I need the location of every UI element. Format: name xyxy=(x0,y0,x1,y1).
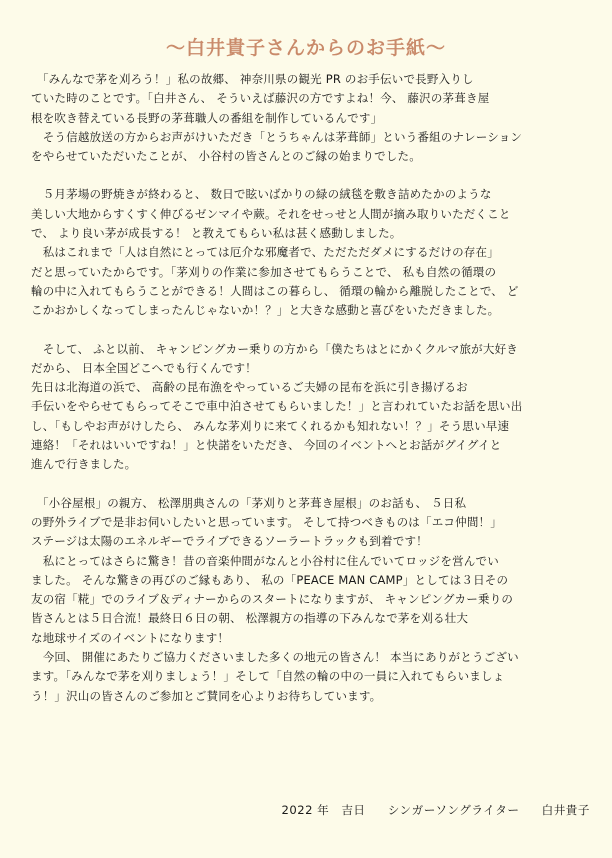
paragraph-1 xyxy=(31,70,591,166)
text-line: 「小谷屋根」の親方、 松澤朋典さんの「茅刈りと茅葺き屋根」のお話も、 ５日私 xyxy=(31,495,467,510)
text-line: こかおかしくなってしまったんじゃないか！？」と大きな感動と喜びをいただきました。 xyxy=(31,303,500,318)
text-line: 皆さんとは５日合流！最終日６日の朝、 松澤親方の指導の下みんなで茅を刈る壮大 xyxy=(31,611,469,626)
text-line: ます。「みんなで茅を刈りましょう！」そして「自然の輪の中の一員に入れてもらいましょ xyxy=(31,669,505,684)
text-line: 美しい大地からすくすく伸びるゼンマイや蕨。それをせっせと人間が摘み取りいただくこと xyxy=(31,206,511,221)
text-line: で、 より良い茅が成長する！ と教えてもらい私は甚く感動しました。 xyxy=(31,226,402,241)
signature-line xyxy=(0,802,590,818)
text-line: そう信越放送の方からお声がけいただき「とうちゃんは茅葺師」という番組のナレーション xyxy=(31,129,523,144)
paragraph-2 xyxy=(31,185,591,320)
text-line: な地球サイズのイベントになります！ xyxy=(31,630,230,645)
paragraph-4 xyxy=(31,494,591,706)
text-line: 先日は北海道の浜で、 高齢の昆布漁をやっているご夫婦の昆布を浜に引き揚げるお xyxy=(31,380,468,395)
text-line: 根を吹き替えている長野の茅葺職人の番組を制作しているんです」 xyxy=(31,110,383,125)
text-line: う！」沢山の皆さんのご参加とご賛同を心よりお待ちしています。 xyxy=(31,688,382,703)
paragraph-3 xyxy=(31,340,591,475)
text-line: ていた時のことです。「白井さん、 そういえば藤沢の方ですよね！今、 藤沢の茅葺き屋 xyxy=(31,91,490,106)
signature-role: シンガーソングライター xyxy=(387,803,520,817)
letter-body xyxy=(31,70,591,706)
text-line: ５月茅場の野焼きが終わると、 数日で眩いばかりの緑の絨毯を敷き詰めたかのような xyxy=(31,187,492,202)
paragraph-spacer xyxy=(31,166,591,185)
text-line: をやらせていただいたことが、 小谷村の皆さんとのご縁の始まりでした。 xyxy=(31,149,421,164)
paragraph-spacer xyxy=(31,475,591,494)
text-line: 輪の中に入れてもらうことができる！人間はこの暮らし、 循環の輪から離脱したことで、 ど xyxy=(31,283,519,298)
text-line: だと思っていたからです。「茅刈りの作業に参加させてもらうことで、 私も自然の循環の xyxy=(31,264,497,279)
signature-name: 白井貴子 xyxy=(541,803,590,817)
letter-title: 〜白井貴子さんからのお手紙〜 xyxy=(165,37,446,59)
text-line: し、「もしやお声がけしたら、 みんな茅刈りに来てくれるかも知れない！？」そう思い早速 xyxy=(31,418,510,433)
text-line: 手伝いをやらせてもらってそこで車中泊させてもらいました！」と言われていたお話を思い出 xyxy=(31,399,523,414)
text-line: そして、 ふと以前、 キャンピングカー乗りの方から「僕たちはとにかくクルマ旅が大好き xyxy=(31,341,519,356)
text-line: 友の宿「糀」でのライブ＆ディナーからのスタートになりますが、 キャンピングカー乗りの xyxy=(31,592,514,607)
signature-date: 2022 年 吉日 xyxy=(281,803,366,817)
text-line: ました。 そんな驚きの再びのご縁もあり、 私の「PEACE MAN CAMP」としては３日その xyxy=(31,572,509,587)
text-line: 今回、 開催にあたりご協力くださいました多くの地元の皆さん！ 本当にありがとうござい xyxy=(31,650,519,665)
text-line: 連絡！「それはいいですね！」と快諾をいただき、 今回のイベントへとお話がグイグイと xyxy=(31,438,502,453)
text-line: 「みんなで茅を刈ろう！」私の故郷、 神奈川県の観光 PR のお手伝いで長野入りし xyxy=(31,72,474,86)
text-line: 私にとってはさらに驚き！昔の音楽仲間がなんと小谷村に住んでいてロッジを営んでい xyxy=(31,553,499,568)
text-line: 私はこれまで「人は自然にとっては厄介な邪魔者で、ただただダメにするだけの存在」 xyxy=(31,245,499,260)
text-line: だから、 日本全国どこへでも行くんです！ xyxy=(31,360,257,375)
text-line: の野外ライブで是非お伺いしたいと思っています。 そして持つべきものは「エコ仲間！」 xyxy=(31,514,502,529)
text-line: ステージは太陽のエネルギーでライブできるソーラートラックも到着です！ xyxy=(31,534,428,549)
paragraph-spacer xyxy=(31,321,591,340)
text-line: 進んで行きました。 xyxy=(31,457,137,472)
